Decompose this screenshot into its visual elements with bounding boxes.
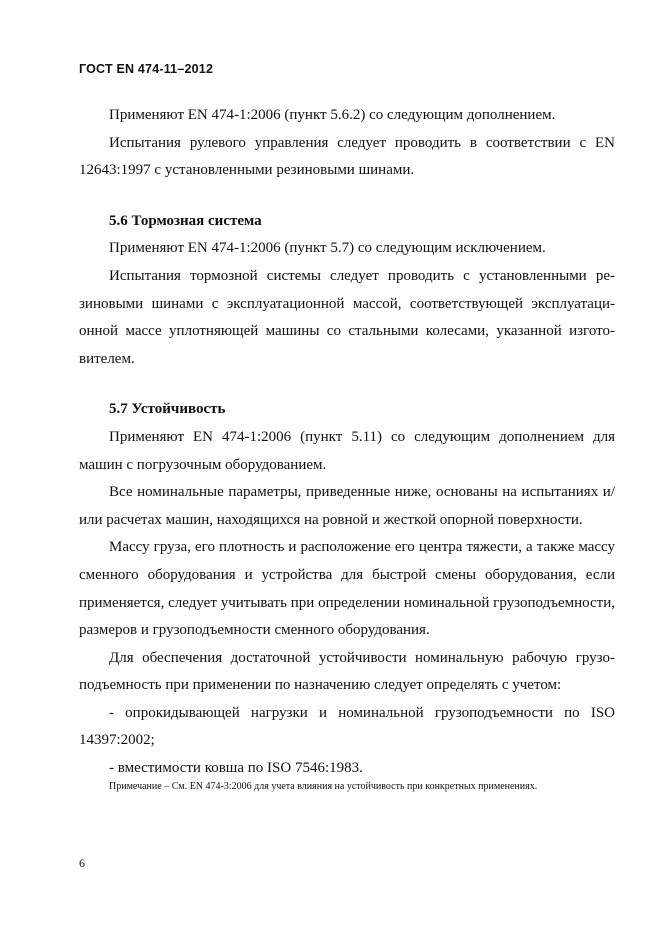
paragraph: Испытания тормозной системы следует проводить с установленными резиновыми шинами с эксплуатационной массой, соответствующей эксплуатационной массе уплотняющей машины со стальными колесами, указанной изготовителем.: [79, 267, 615, 367]
paragraph: Для обеспечения достаточной устойчивости номинальную рабочую грузоподъемность при применении по назначению следует определять с учетом:: [79, 649, 615, 694]
section-heading-5-6: 5.6 Тормозная система: [109, 212, 262, 229]
document-body: [79, 102, 615, 794]
spacer: [79, 185, 615, 208]
list-item: - вместимости ковша по ISO 7546:1983.: [109, 760, 363, 777]
section-heading-5-7: 5.7 Устойчивость: [109, 401, 226, 418]
list-item: - опрокидывающей нагрузки и номинальной грузоподъемности по ISO 14397:2002;: [79, 704, 615, 749]
note: Примечание – См. EN 474-3:2006 для учета влияния на устойчивость при конкретных применениях.: [109, 780, 538, 792]
spacer: [79, 373, 615, 396]
page-number: 6: [79, 856, 85, 870]
paragraph: Применяют EN 474-1:2006 (пункт 5.6.2) со следующим дополнением.: [109, 107, 556, 123]
paragraph: Все номинальные параметры, приведенные ниже, основаны на испытаниях и/или расчетах машин, находящихся на ровной и жесткой опорной поверхности.: [79, 484, 615, 528]
paragraph: Применяют EN 474-1:2006 (пункт 5.11) со следующим дополнением для машин с погрузочным оборудованием.: [79, 428, 615, 473]
paragraph: Испытания рулевого управления следует проводить в соответствии с EN 12643:1997 с установленными резиновыми шинами.: [79, 134, 615, 179]
paragraph: Массу груза, его плотность и расположение его центра тяжести, а также массу сменного оборудования и устройства для быстрой смены оборудования, если применяется, следует учитывать при определении номинальной грузоподъемности, размеров и грузоподъемности сменного оборудования.: [79, 539, 615, 639]
document-header: ГОСТ EN 474-11–2012: [79, 62, 214, 76]
paragraph: Применяют EN 474-1:2006 (пункт 5.7) со следующим исключением.: [109, 240, 546, 257]
